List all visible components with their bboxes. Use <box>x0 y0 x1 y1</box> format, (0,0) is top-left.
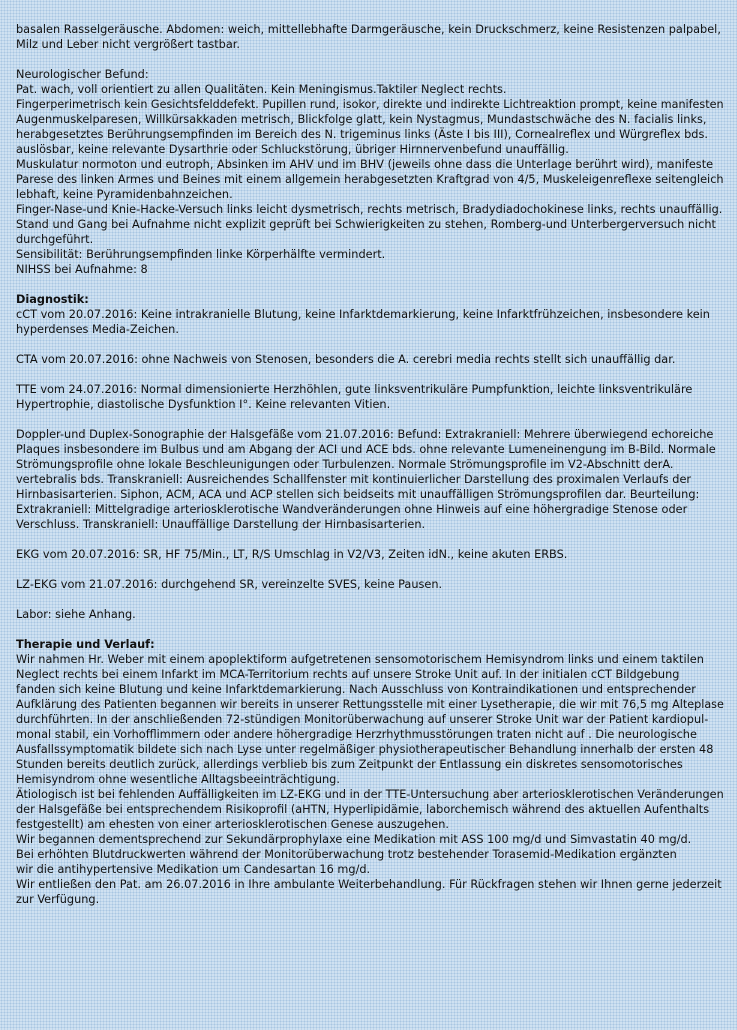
text-line: lebhaft, keine Pyramidenbahnzeichen. <box>16 188 233 201</box>
neuro-section <box>16 67 726 277</box>
text-line: wir die antihypertensive Medikation um Candesartan 16 mg/d. <box>16 863 371 876</box>
text-line: NIHSS bei Aufnahme: 8 <box>16 263 148 276</box>
text-line: LZ-EKG vom 21.07.2016: durchgehend SR, vereinzelte SVES, keine Pausen. <box>16 578 443 591</box>
text-line: Hirnbasisarterien. Siphon, ACM, ACA und ACP stellen sich beidseits mit unauffälligen Strömungsprofilen dar. Beurteilung: <box>16 488 700 501</box>
text-line: EKG vom 20.07.2016: SR, HF 75/Min., LT, R/S Umschlag in V2/V3, Zeiten idN., keine akuten ERBS. <box>16 548 568 561</box>
text-line: Muskulatur normoton und eutroph, Absinken im AHV und im BHV (jeweils ohne dass die Unterlage berührt wird), manifeste <box>16 158 714 171</box>
text-line: festgestellt) am ehesten von einer arteriosklerotischen Genese auszugehen. <box>16 818 449 831</box>
text-line: vertebralis bds. Transkraniell: Ausreichendes Schallfenster mit kontinuierlicher Darstellung des proximalen Verlaufs der <box>16 473 692 486</box>
text-line: basalen Rasselgeräusche. Abdomen: weich, mittellebhafte Darmgeräusche, kein Druckschmerz, keine Resistenzen palpabel, <box>16 23 721 36</box>
text-line: Wir entließen den Pat. am 26.07.2016 in Ihre ambulante Weiterbehandlung. Für Rückfragen stehen wir Ihnen gerne jederzeit <box>16 878 722 891</box>
text-line: Ausfallssymptomatik bildete sich nach Lyse unter regelmäßiger physiotherapeutischer Behandlung innerhalb der ersten 48 <box>16 743 714 756</box>
lz-ekg-finding <box>16 577 726 592</box>
text-line: Strömungsprofile ohne lokale Beschleunigungen oder Turbulenzen. Normale Strömungsprofile im V2-Abschnitt derA. <box>16 458 674 471</box>
text-line: Verschluss. Transkraniell: Unauffällige Darstellung der Hirnbasisarterien. <box>16 518 426 531</box>
text-line: TTE vom 24.07.2016: Normal dimensionierte Herzhöhlen, gute linksventrikuläre Pumpfunktion, leichte linksventrikuläre <box>16 383 693 396</box>
text-line: Wir begannen dementsprechend zur Sekundärprophylaxe eine Medikation mit ASS 100 mg/d und Simvastatin 40 mg/d. <box>16 833 692 846</box>
text-line: cCT vom 20.07.2016: Keine intrakranielle Blutung, keine Infarktdemarkierung, keine Infarktfrühzeichen, insbesondere kein <box>16 308 710 321</box>
text-line: Pat. wach, voll orientiert zu allen Qualitäten. Kein Meningismus.Taktiler Neglect rechts. <box>16 83 507 96</box>
text-line: Milz und Leber nicht vergrößert tastbar. <box>16 38 240 51</box>
cta-finding <box>16 352 726 367</box>
text-line: herabgesetztes Berührungsempfinden im Bereich des N. trigeminus links (Äste I bis III), Cornealreflex und Würgreflex bds. <box>16 128 708 141</box>
text-line: Aufklärung des Patienten begannen wir bereits in unserer Rettungsstelle mit einer Lysetherapie, die wir mit 76,5 mg Alteplase <box>16 698 724 711</box>
document-page <box>16 22 726 907</box>
text-line: Doppler-und Duplex-Sonographie der Halsgefäße vom 21.07.2016: Befund: Extrakraniell: Mehrere überwiegend echoreiche <box>16 428 714 441</box>
text-line: Ätiologisch ist bei fehlenden Auffälligkeiten im LZ-EKG und in der TTE-Untersuchung aber arteriosklerotischen Veränderungen <box>16 788 724 801</box>
text-line: fanden sich keine Blutung und keine Infarktdemarkierung. Nach Ausschluss von Kontraindikationen und entsprechender <box>16 683 696 696</box>
text-line: Finger-Nase-und Knie-Hacke-Versuch links leicht dysmetrisch, rechts metrisch, Bradydiadochokinese links, rechts unauffällig. <box>16 203 723 216</box>
text-line: Stand und Gang bei Aufnahme nicht explizit geprüft bei Schwierigkeiten zu stehen, Romberg-und Unterbergerversuch nicht <box>16 218 716 231</box>
cct-finding <box>16 307 726 337</box>
diagnostik-section <box>16 292 726 622</box>
text-line: hyperdenses Media-Zeichen. <box>16 323 179 336</box>
text-line: monal stabil, ein Vorhofflimmern oder andere höhergradige Herzrhythmusstörungen traten nicht auf . Die neurologische <box>16 728 697 741</box>
text-line: zur Verfügung. <box>16 893 100 906</box>
text-line: Stunden bereits deutlich zurück, allerdings verblieb bis zum Zeitpunkt der Entlassung ein diskretes sensomotorisches <box>16 758 683 771</box>
tte-finding <box>16 382 726 412</box>
exam-intro <box>16 22 726 52</box>
diagnostik-heading: Diagnostik: <box>16 293 89 306</box>
text-line: Extrakraniell: Mittelgradige arteriosklerotische Wandveränderungen ohne Hinweis auf eine höhergradige Stenose oder <box>16 503 688 516</box>
text-line: Plaques insbesondere im Bulbus und am Abgang der ACI und ACE bds. ohne relevante Lumeneinengung im B-Bild. Normale <box>16 443 716 456</box>
ekg-finding <box>16 547 726 562</box>
text-line: Wir nahmen Hr. Weber mit einem apoplektiform aufgetretenen sensomotorischem Hemisyndrom links und einem taktilen <box>16 653 704 666</box>
text-line: Sensibilität: Berührungsempfinden linke Körperhälfte vermindert. <box>16 248 386 261</box>
text-line: der Halsgefäße bei entsprechendem Risikoprofil (aHTN, Hyperlipidämie, laborchemisch während des aktuellen Aufenthalts <box>16 803 710 816</box>
text-line: Neglect rechts bei einem Infarkt im MCA-Territorium rechts auf unsere Stroke Unit auf. In der initialen cCT Bildgebung <box>16 668 680 681</box>
therapie-section <box>16 637 726 907</box>
text-line: durchführten. In der anschließenden 72-stündigen Monitorüberwachung auf unserer Stroke Unit war der Patient kardiopul- <box>16 713 709 726</box>
text-line: durchgeführt. <box>16 233 94 246</box>
text-line: Hypertrophie, diastolische Dysfunktion I°. Keine relevanten Vitien. <box>16 398 391 411</box>
therapie-heading: Therapie und Verlauf: <box>16 638 155 651</box>
labor-finding <box>16 607 726 622</box>
text-line: Bei erhöhten Blutdruckwerten während der Monitorüberwachung trotz bestehender Torasemid-Medikation ergänzten <box>16 848 677 861</box>
text-line: CTA vom 20.07.2016: ohne Nachweis von Stenosen, besonders die A. cerebri media rechts stellt sich unauffällig dar. <box>16 353 676 366</box>
text-line: Hemisyndrom ohne wesentliche Alltagsbeeinträchtigung. <box>16 773 340 786</box>
text-line: auslösbar, keine relevante Dysarthrie oder Schluckstörung, übriger Hirnnervenbefund unauffällig. <box>16 143 569 156</box>
text-line: Augenmuskelparesen, Willkürsakkaden metrisch, Blickfolge glatt, kein Nystagmus, Mundastschwäche des N. facialis links, <box>16 113 707 126</box>
neuro-heading: Neurologischer Befund: <box>16 68 149 81</box>
text-line: Labor: siehe Anhang. <box>16 608 136 621</box>
text-line: Fingerperimetrisch kein Gesichtsfelddefekt. Pupillen rund, isokor, direkte und indirekte Lichtreaktion prompt, keine manifesten <box>16 98 724 111</box>
doppler-finding <box>16 427 726 532</box>
text-line: Parese des linken Armes und Beines mit einem allgemein herabgesetzten Kraftgrad von 4/5, Muskeleigenreflexe seitengleich <box>16 173 724 186</box>
